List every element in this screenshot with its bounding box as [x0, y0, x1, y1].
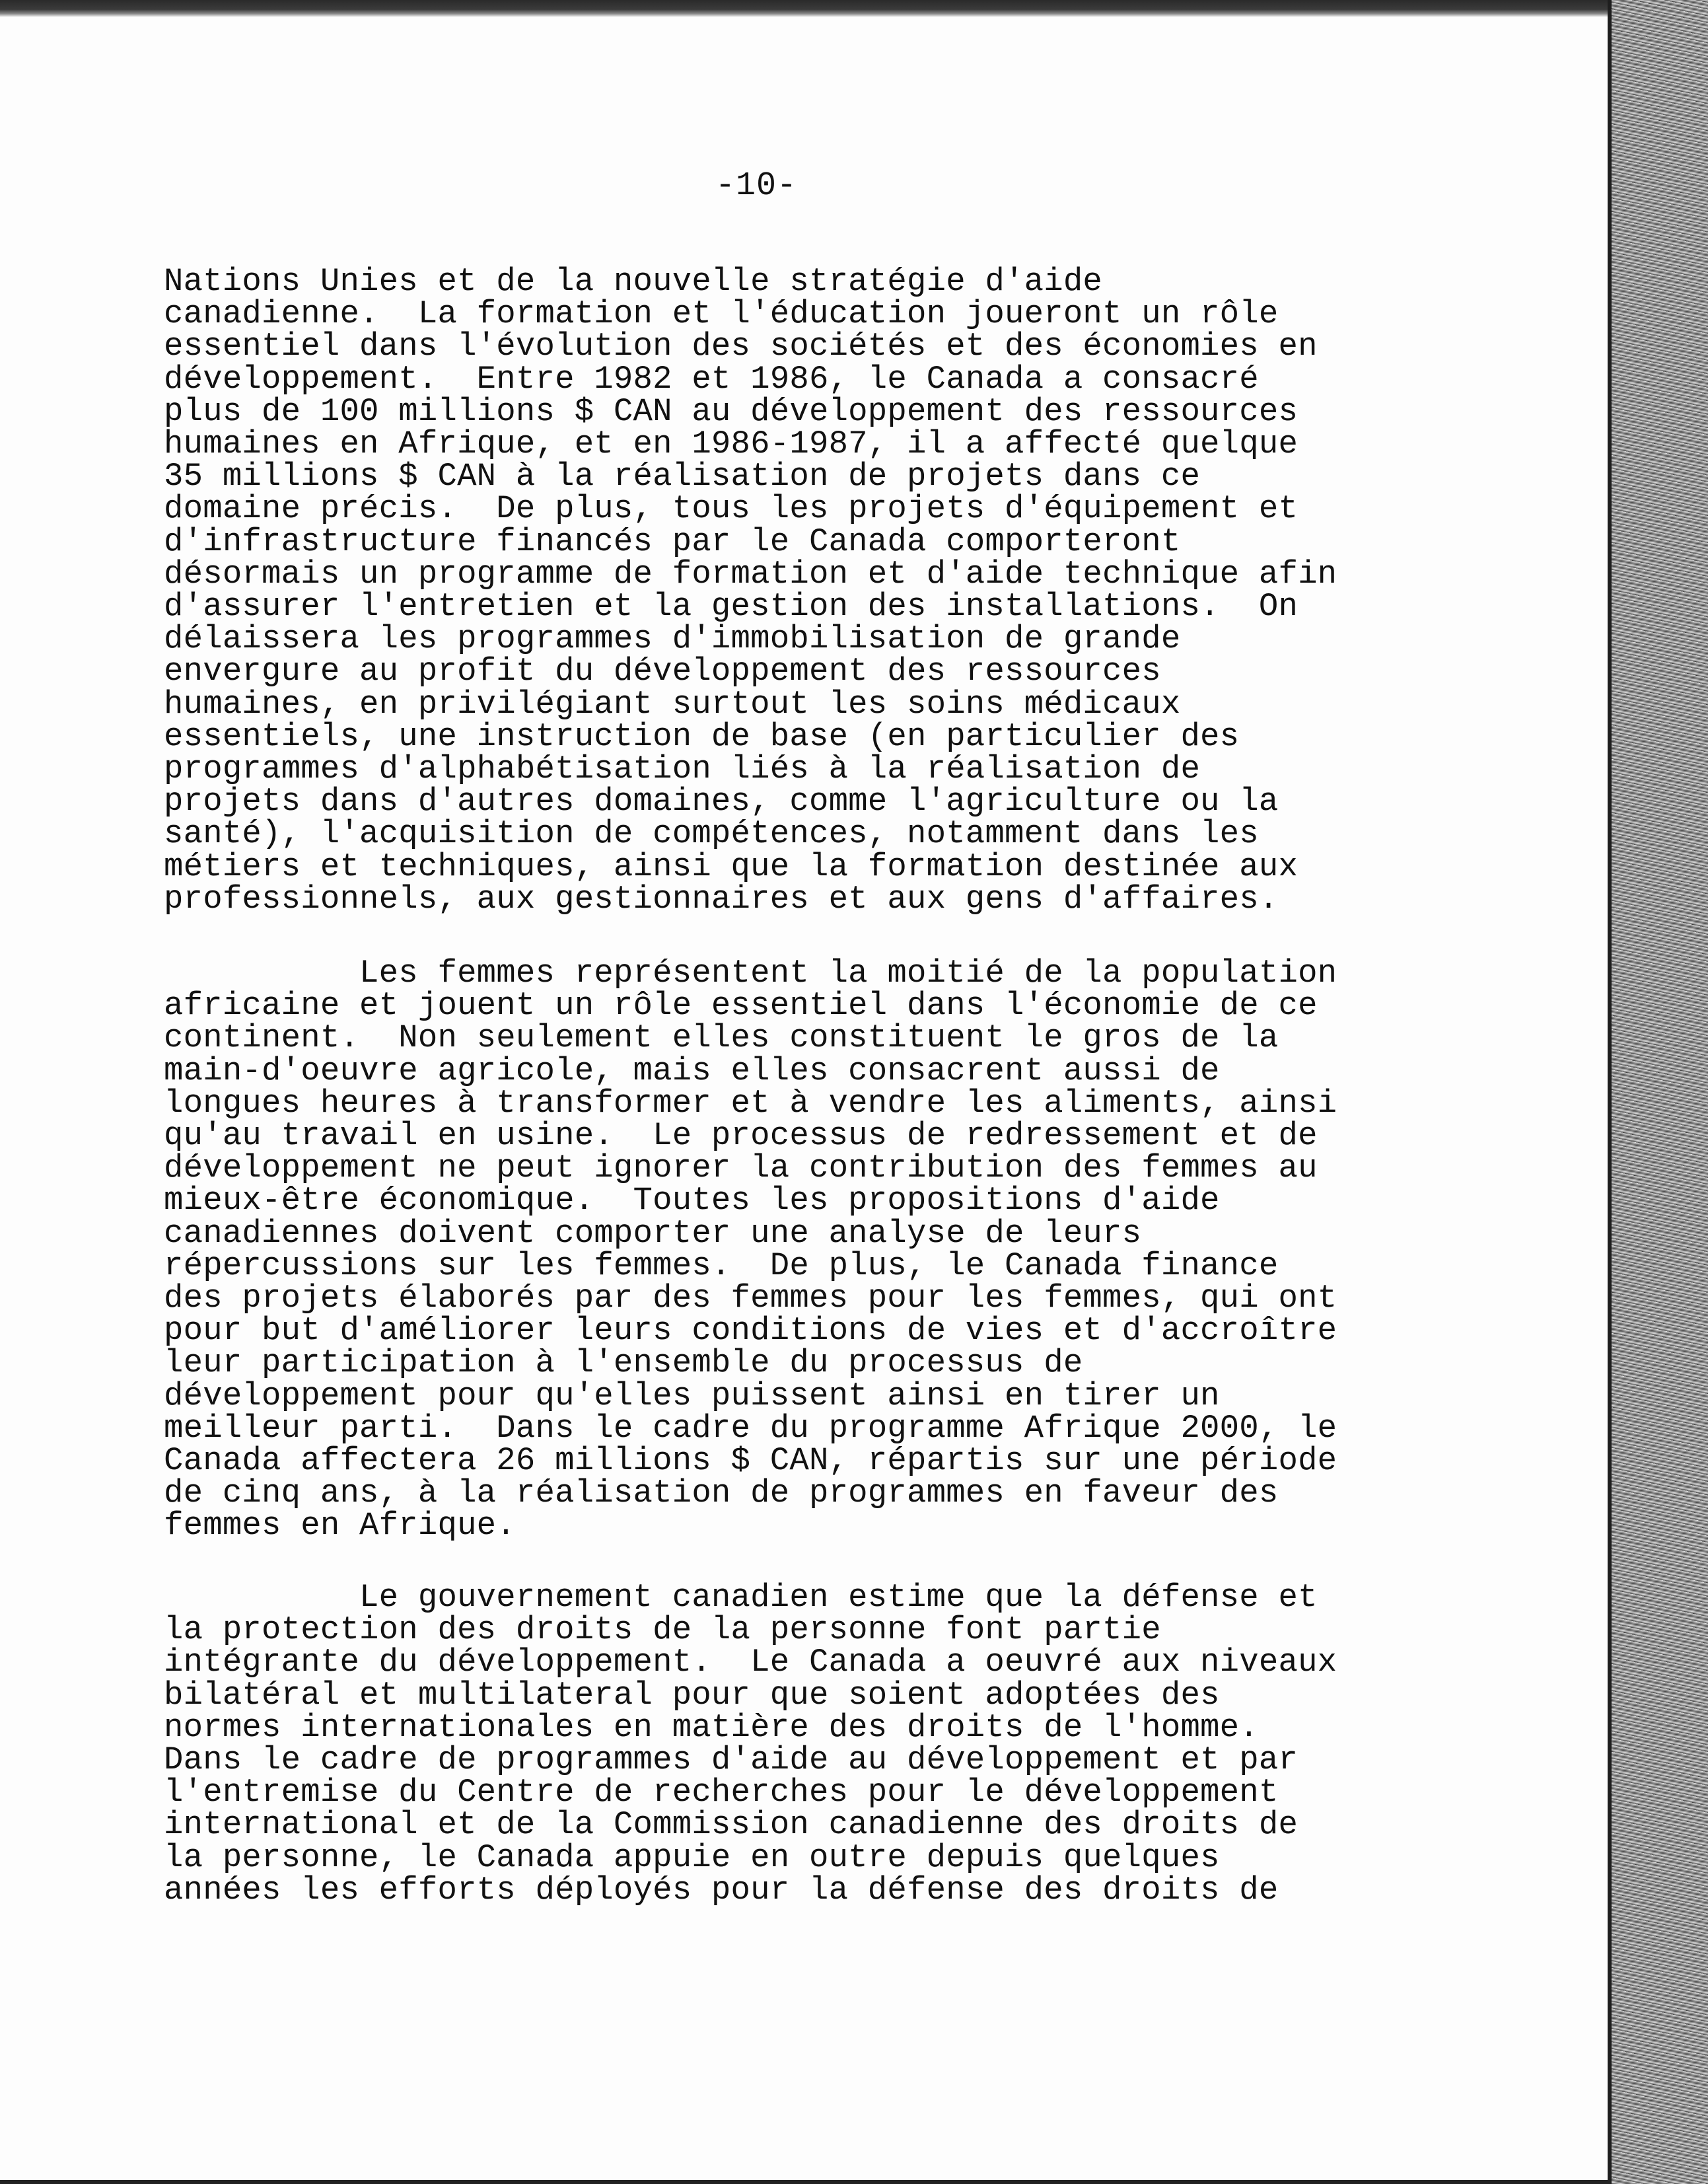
paragraph-training-education: Nations Unies et de la nouvelle stratégie d'aide canadienne. La formation et l'éducation joueront un rôle essentiel dans l'évolution des sociétés et des économies en développement. Entre 1982 et 1986, le Canada a consacré plus de 100 millions $ CAN au développement des ressources humaines en Afrique, et en 1986-1987, il a affecté quelque 35 millions $ CAN à la réalisation de projets dans ce domaine précis. De plus, tous les projets d'équipement et d'infrastructure financés par le Canada comporteront désormais un programme de formation et d'aide technique afin d'assurer l'entretien et la gestion des installations. On délaissera les programmes d'immobilisation de grande envergure au profit du développement des ressources humaines, en privilégiant surtout les soins médicaux essentiels, une instruction de base (en particulier des programmes d'alphabétisation liés à la réalisation de projets dans d'autres domaines, comme l'agriculture ou la santé), l'acquisition de compétences, notamment dans les métiers et techniques, ainsi que la formation destinée aux professionnels, aux gestionnaires et aux gens d'affaires. — [164, 263, 1337, 918]
page-number: -10- — [715, 167, 798, 205]
scan-right-margin — [1612, 0, 1708, 2184]
scan-bottom-border — [0, 2180, 1612, 2184]
paragraph-human-rights: Le gouvernement canadien estime que la défense et la protection des droits de la personne font partie intégrante du développement. Le Canada a oeuvré aux niveaux bilatéral et multilateral pour que soient adoptées des normes internationales en matière des droits de l'homme. Dans le cadre de programmes d'aide au développement et par l'entremise du Centre de recherches pour le développement international et de la Commission canadienne des droits de la personne, le Canada appuie en outre depuis quelques années les efforts déployés pour la défense des droits de — [164, 1579, 1337, 1909]
paragraph-women-africa: Les femmes représentent la moitié de la population africaine et jouent un rôle essentiel dans l'économie de ce continent. Non seulement elles constituent le gros de la main-d'oeuvre agricole, mais elles consacrent aussi de longues heures à transformer et à vendre les aliments, ainsi qu'au travail en usine. Le processus de redressement et de développement ne peut ignorer la contribution des femmes au mieux-être économique. Toutes les propositions d'aide canadiennes doivent comporter une analyse de leurs répercussions sur les femmes. De plus, le Canada finance des projets élaborés par des femmes pour les femmes, qui ont pour but d'améliorer leurs conditions de vies et d'accroître leur participation à l'ensemble du processus de développement pour qu'elles puissent ainsi en tirer un meilleur parti. Dans le cadre du programme Afrique 2000, le Canada affectera 26 millions $ CAN, répartis sur une période de cinq ans, à la réalisation de programmes en faveur des femmes en Afrique. — [164, 955, 1337, 1545]
scan-top-border — [0, 0, 1612, 17]
